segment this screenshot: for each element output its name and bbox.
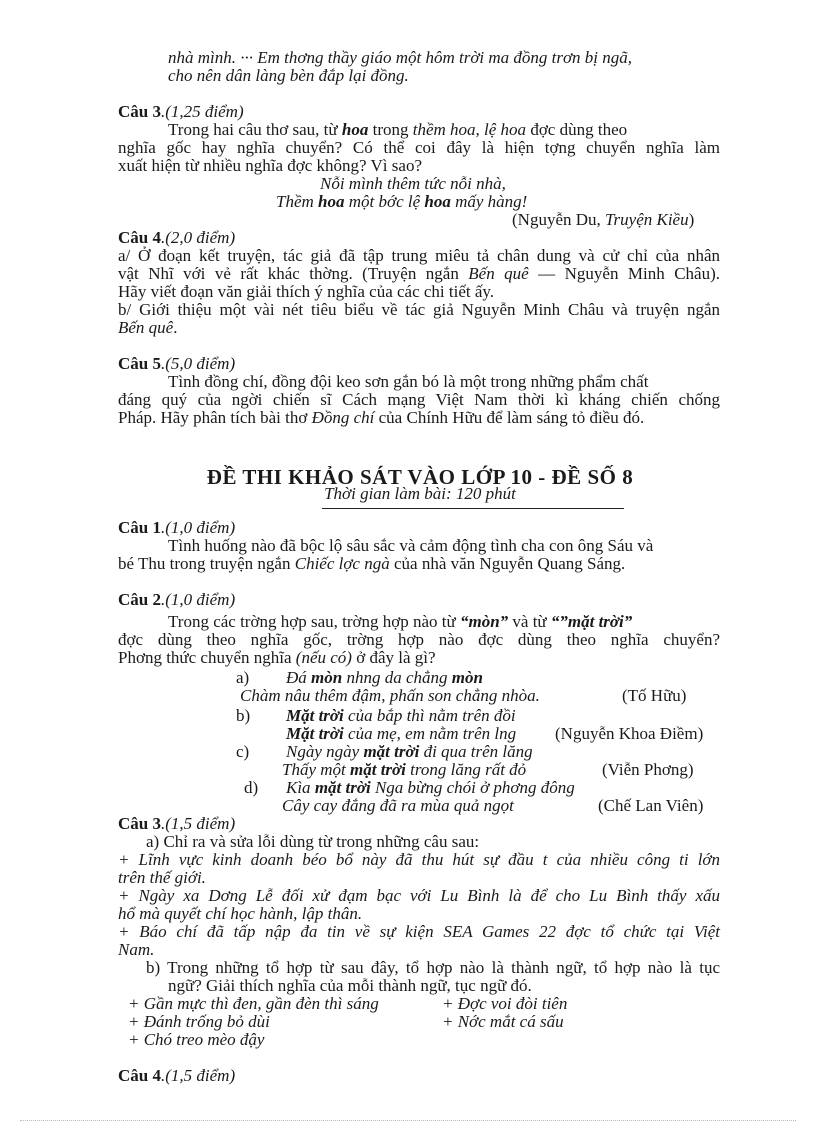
item-d-line-1 — [286, 778, 575, 798]
page-bottom-edge — [20, 1120, 796, 1121]
question-1-heading — [118, 518, 235, 538]
question-4a-line-4: b/ Giới thiệu một vài nét tiêu biểu về tác giả Nguyễn Minh Châu và truyện ngắn — [118, 300, 720, 319]
text: Bến quê — [468, 264, 529, 283]
text: của Chính Hữu để làm sáng tỏ điều đó. — [374, 408, 645, 427]
question-label: Câu 3 — [118, 102, 161, 121]
text: trong lăng rất đỏ — [405, 760, 527, 779]
question-points: .(5,0 điểm) — [160, 354, 236, 373]
text: (Nguyễn Du, — [512, 210, 606, 229]
text: ở đây là gì? — [351, 648, 436, 667]
question-2-line-2: đợc dùng theo nghĩa gốc, trờng hợp nào đợc dùng theo nghĩa chuyển? — [118, 630, 720, 649]
intro-line-2: cho nên dân làng bèn đắp lại đồng. — [168, 66, 409, 85]
text: Thấy một — [282, 760, 350, 779]
item-c-line-1 — [286, 742, 533, 762]
verse-line-1: Nỗi mình thêm tức nỗi nhà, — [320, 174, 506, 193]
question-label: Câu 4 — [118, 1066, 161, 1085]
text: Thềm — [276, 192, 319, 211]
exam-title: ĐỀ THI KHẢO SÁT VÀO LỚP 10 - ĐỀ SỐ 8 — [206, 465, 634, 489]
text: đợc dùng theo — [526, 120, 628, 139]
item-b-label: b) — [236, 706, 251, 725]
question-5a-line-2: đáng quý của ngời chiến sĩ Cách mạng Việt Nam thời kì kháng chiến chống — [118, 390, 720, 409]
item-d-label: d) — [244, 778, 259, 797]
question-3-part-a: a) Chỉ ra và sửa lỗi dùng từ trong những câu sau: — [146, 832, 480, 851]
question-4a-line-2 — [118, 264, 720, 284]
text: hoa — [341, 120, 369, 139]
item-b-line-1 — [286, 706, 516, 726]
title-divider — [322, 508, 624, 509]
question-3a-line-3: xuất hiện từ nhiều nghĩa đợc không? Vì sao? — [118, 156, 422, 175]
text: mặt trời — [314, 778, 371, 797]
text: Trong hai câu thơ sau, từ — [168, 120, 342, 139]
question-label: Câu 1 — [118, 518, 161, 537]
text: hoa — [424, 192, 451, 211]
question-4a-line-1: a/ Ở đoạn kết truyện, tác giả đã tập trung miêu tả chân dung và cử chỉ của nhân — [118, 246, 720, 265]
idiom-5: + Chó treo mèo đậy — [128, 1030, 265, 1049]
verse-line-2 — [276, 192, 527, 212]
idiom-3: + Đánh trống bỏ dùi — [128, 1012, 270, 1031]
text: lệ hoa — [484, 120, 527, 139]
idiom-4: + Nớc mắt cá sấu — [442, 1012, 564, 1031]
text: mặt trời — [350, 760, 406, 779]
text: mòn — [451, 668, 483, 687]
text: nhng da chẳng — [342, 668, 452, 687]
text: một bớc lệ — [344, 192, 425, 211]
text: Đồng chí — [311, 408, 375, 427]
text: Mặt trời — [286, 706, 344, 725]
item-c-label: c) — [236, 742, 250, 761]
text: “mòn” — [459, 612, 509, 631]
text: Nga bừng chói ở phơng đông — [370, 778, 575, 797]
question-points: .(2,0 điểm) — [160, 228, 236, 247]
question-label: Câu 5 — [118, 354, 161, 373]
question-points: .(1,5 điểm) — [160, 1066, 236, 1085]
sentence-1-line-1: + Lĩnh vực kinh doanh béo bổ này đã thu hút sự đầu t của nhiều công ti lớn — [118, 850, 720, 869]
text: ) — [688, 210, 695, 229]
question-1-line-2 — [118, 554, 625, 574]
text: mặt trời — [363, 742, 420, 761]
text: Kìa — [286, 778, 315, 797]
question-5a-heading — [118, 354, 235, 374]
text: Bến quê — [118, 318, 174, 337]
question-2-line-3 — [118, 648, 436, 668]
idiom-1: + Gần mực thì đen, gần đèn thì sáng — [128, 994, 379, 1013]
item-c-line-2 — [282, 760, 526, 780]
text: , — [475, 120, 485, 139]
sentence-1-line-2: trên thế giới. — [118, 868, 206, 887]
question-label: Câu 4 — [118, 228, 161, 247]
question-4a-heading — [118, 228, 235, 248]
text: thềm hoa — [412, 120, 476, 139]
item-a-line-2: Chàm nâu thêm đậm, phấn son chẳng nhòa. — [240, 686, 540, 705]
text: đi qua trên lăng — [419, 742, 533, 761]
question-4-heading — [118, 1066, 235, 1086]
question-2-heading — [118, 590, 235, 610]
question-1-line-1: Tình huống nào đã bộc lộ sâu sắc và cảm động tình cha con ông Sáu và — [168, 536, 654, 555]
question-5a-line-3 — [118, 408, 644, 428]
text: . — [173, 318, 178, 337]
question-3a-heading — [118, 102, 244, 122]
question-points: .(1,0 điểm) — [160, 590, 236, 609]
text: mòn — [311, 668, 343, 687]
exam-time: Thời gian làm bài: 120 phút — [324, 484, 516, 503]
text: Trong các trờng hợp sau, trờng hợp nào từ — [168, 612, 460, 631]
question-3-part-b-line-2: ngữ? Giải thích nghĩa của mỗi thành ngữ, tục ngữ đó. — [168, 976, 532, 995]
text: Chiếc lợc ngà — [294, 554, 390, 573]
question-2-line-1 — [168, 612, 632, 632]
question-3-part-b-line-1: b) Trong những tổ hợp từ sau đây, tổ hợp nào là thành ngữ, tổ hợp nào là tục — [146, 958, 720, 977]
item-d-line-2: Cây cay đắng đã ra mùa quả ngọt — [282, 796, 514, 815]
sentence-3-line-2: Nam. — [118, 940, 155, 959]
text: trong — [368, 120, 413, 139]
text: — Nguyễn Minh Châu). — [528, 264, 720, 283]
text: của bắp thì nằm trên đồi — [343, 706, 516, 725]
question-3a-line-2: nghĩa gốc hay nghĩa chuyển? Có thể coi đây là hiện tợng chuyển nghĩa làm — [118, 138, 720, 157]
intro-line-1: nhà mình. ··· Em thơng thầy giáo một hôm trời ma đồng trơn bị ngã, — [168, 48, 633, 67]
text: mấy hàng! — [450, 192, 528, 211]
text: của mẹ, em nằm trên lng — [343, 724, 517, 743]
sentence-2-line-2: hổ mà quyết chí học hành, lập thân. — [118, 904, 363, 923]
text: và từ — [508, 612, 551, 631]
question-label: Câu 2 — [118, 590, 161, 609]
item-a-label: a) — [236, 668, 250, 687]
item-a-line-1 — [286, 668, 483, 688]
question-3a-line-1 — [168, 120, 627, 140]
question-3-heading — [118, 814, 235, 834]
text: Mặt trời — [286, 724, 344, 743]
text: Đá — [286, 668, 312, 687]
item-b-line-2 — [286, 724, 516, 744]
text: của nhà văn Nguyễn Quang Sáng. — [389, 554, 626, 573]
question-points: .(1,25 điểm) — [160, 102, 244, 121]
sentence-2-line-1: + Ngày xa Dơng Lễ đối xử đạm bạc với Lu Bình là để cho Lu Bình thấy xấu — [118, 886, 720, 905]
text: Truyện Kiều — [605, 210, 689, 229]
question-points: .(1,5 điểm) — [160, 814, 236, 833]
verse-source — [512, 210, 694, 230]
idiom-2: + Đợc voi đòi tiên — [442, 994, 568, 1013]
text: hoa — [318, 192, 345, 211]
text: Ngày ngày — [286, 742, 364, 761]
question-4a-line-3: Hãy viết đoạn văn giải thích ý nghĩa của các chi tiết ấy. — [118, 282, 495, 301]
question-4a-line-5 — [118, 318, 177, 338]
sentence-3-line-1: + Báo chí đã tấp nập đa tin về sự kiện SEA Games 22 đợc tổ chức tại Việt — [118, 922, 720, 941]
text: Pháp. Hãy phân tích bài thơ — [118, 408, 312, 427]
text: “”mặt trời” — [550, 612, 633, 631]
item-c-source: (Viễn Phơng) — [602, 760, 694, 779]
question-5a-line-1: Tình đồng chí, đồng đội keo sơn gắn bó là một trong những phẩm chất — [168, 372, 649, 391]
question-label: Câu 3 — [118, 814, 161, 833]
text: vật Nhĩ với vẻ rất khác thờng. (Truyện ngắn — [118, 264, 469, 283]
text: (nếu có) — [295, 648, 352, 667]
text: bé Thu trong truyện ngắn — [118, 554, 295, 573]
item-d-source: (Chế Lan Viên) — [598, 796, 704, 815]
question-points: .(1,0 điểm) — [160, 518, 236, 537]
item-a-source: (Tố Hữu) — [622, 686, 687, 705]
item-b-source: (Nguyễn Khoa Điềm) — [555, 724, 704, 743]
text: Phơng thức chuyển nghĩa — [118, 648, 296, 667]
